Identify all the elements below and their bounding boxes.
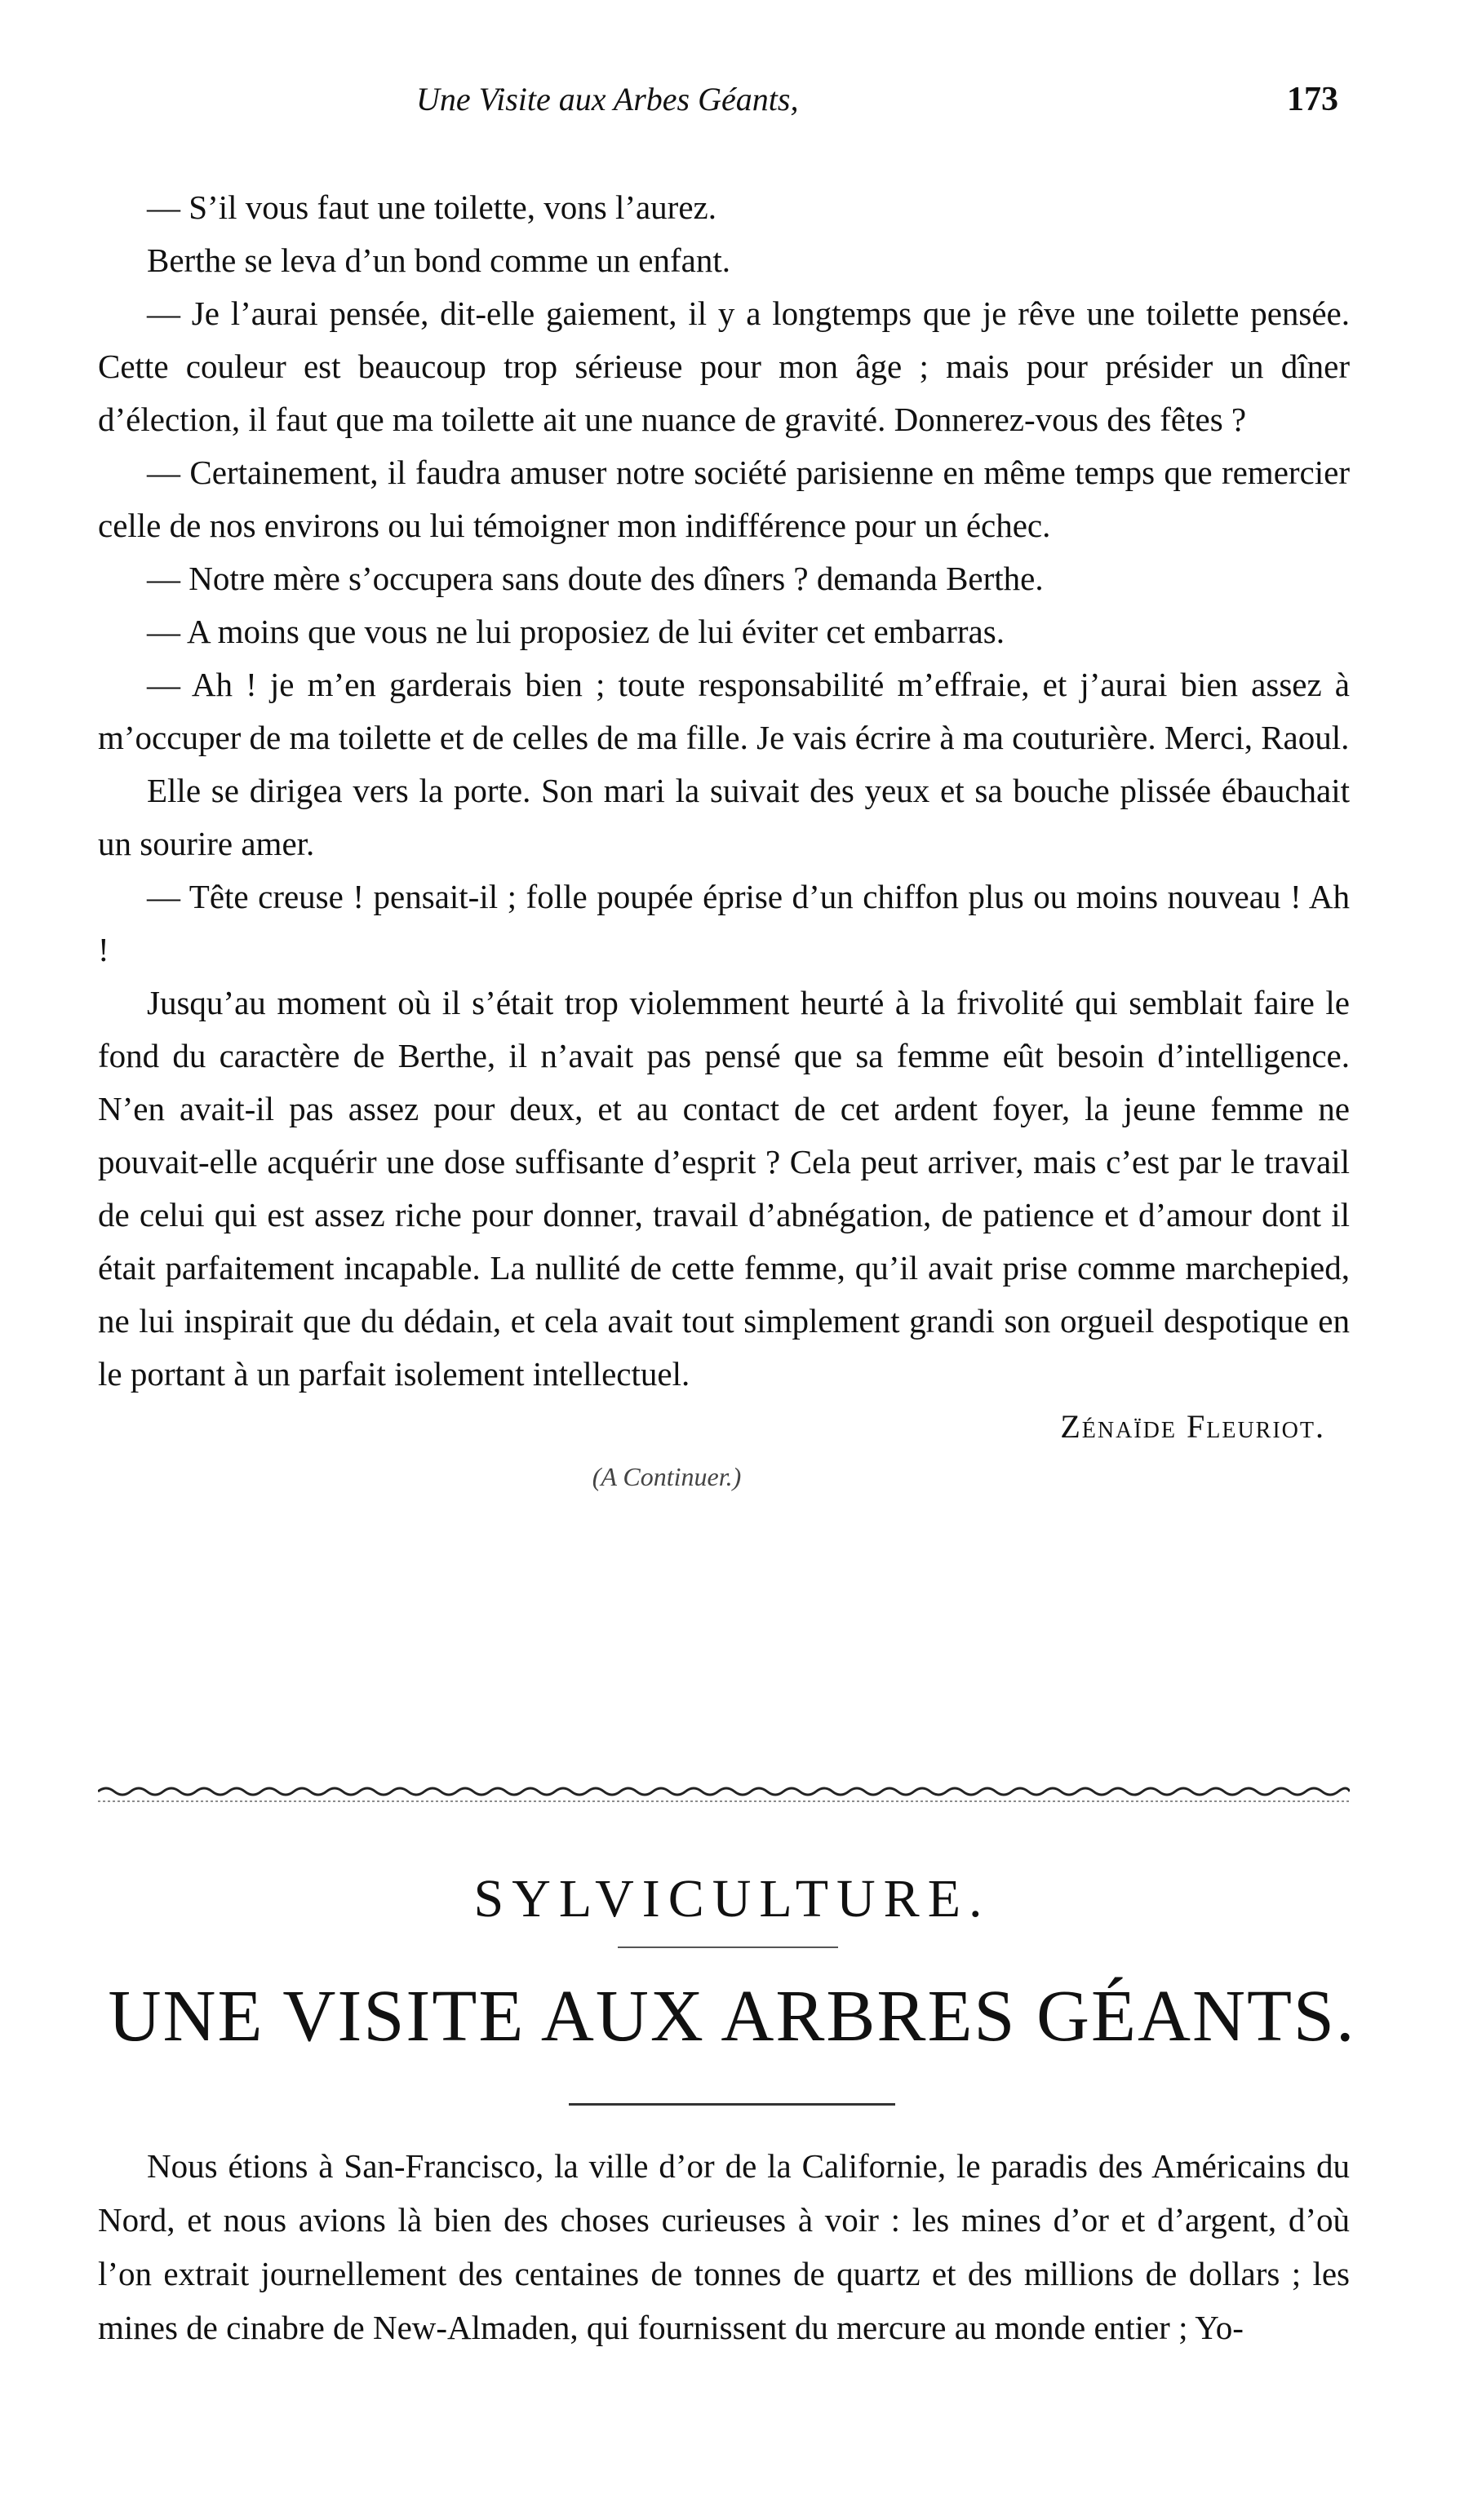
author-signature: Zénaïde Fleuriot. [1060,1408,1325,1445]
section-rule [618,1946,838,1948]
article-paragraph: Nous étions à San-Francisco, la ville d’or de la Californie, le paradis des Américains du Nord, et nous avions là bien des choses curieuses à voir : les mines d’or et d’argent, d’où l’on extrait journellement des centaines de tonnes de quartz et des millions de dollars ; les mines de cinabre de New-Almaden, qui fournissent du mercure au monde entier ; Yo- [98,2147,1350,2346]
story-paragraph: — S’il vous faut une toilette, vons l’aurez. [147,188,716,226]
story-continuation [98,181,1350,1497]
story-paragraph: — Certainement, il faudra amuser notre société parisienne en même temps que remercier celle de nos environs ou lui témoigner mon indifférence pour un échec. [98,454,1350,544]
running-title: Une Visite aux Arbes Géants, [416,81,799,117]
article-body [98,2139,1350,2354]
continuation-note: (A Continuer.) [592,1462,742,1491]
story-paragraph: — A moins que vous ne lui proposiez de lui éviter cet embarras. [147,613,1005,650]
story-paragraph: Jusqu’au moment où il s’était trop violemment heurté à la frivolité qui semblait faire le fond du caractère de Berthe, il n’avait pas pensé que sa femme eût besoin d’intelligence. N’en avait-il pas assez pour deux, et au contact de cet ardent foyer, la jeune femme ne pouvait-elle acquérir une dose suffisante d’esprit ? Cela peut arriver, mais c’est par le travail de celui qui est assez riche pour donner, travail d’abnégation, de patience et d’amour dont il était parfaitement incapable. La nullité de cette femme, qu’il avait prise comme marchepied, ne lui inspirait que du dédain, et cela avait tout simplement grandi son orgueil despotique en le portant à un parfait isolement intellectuel. [98,984,1350,1393]
ornamental-divider [98,1780,1350,1813]
article-title: UNE VISITE AUX ARBRES GÉANTS. [108,1976,1356,2057]
story-paragraph: — Notre mère s’occupera sans doute des dîners ? demanda Berthe. [147,560,1044,597]
running-header [114,80,1338,129]
story-paragraph: — Tête creuse ! pensait-il ; folle poupée éprise d’un chiffon plus ou moins nouveau ! Ah ! [98,878,1350,968]
page-number: 173 [1287,81,1338,118]
story-paragraph: Berthe se leva d’un bond comme un enfant. [147,241,730,279]
story-paragraph: — Ah ! je m’en garderais bien ; toute responsabilité m’effraie, et j’aurai bien assez à m’occuper de ma toilette et de celles de ma fille. Je vais écrire à ma couturière. Merci, Raoul. [98,666,1350,756]
story-paragraph: Elle se dirigea vers la porte. Son mari la suivait des yeux et sa bouche plissée ébauchait un sourire amer. [98,772,1350,862]
story-paragraph: — Je l’aurai pensée, dit-elle gaiement, il y a longtemps que je rêve une toilette pensée. Cette couleur est beaucoup trop sérieuse pour mon âge ; mais pour présider un dîner d’élection, il faut que ma toilette ait une nuance de gravité. Donnerez-vous des fêtes ? [98,295,1350,438]
section-label: SYLVICULTURE. [473,1869,991,1929]
title-rule [569,2103,895,2106]
